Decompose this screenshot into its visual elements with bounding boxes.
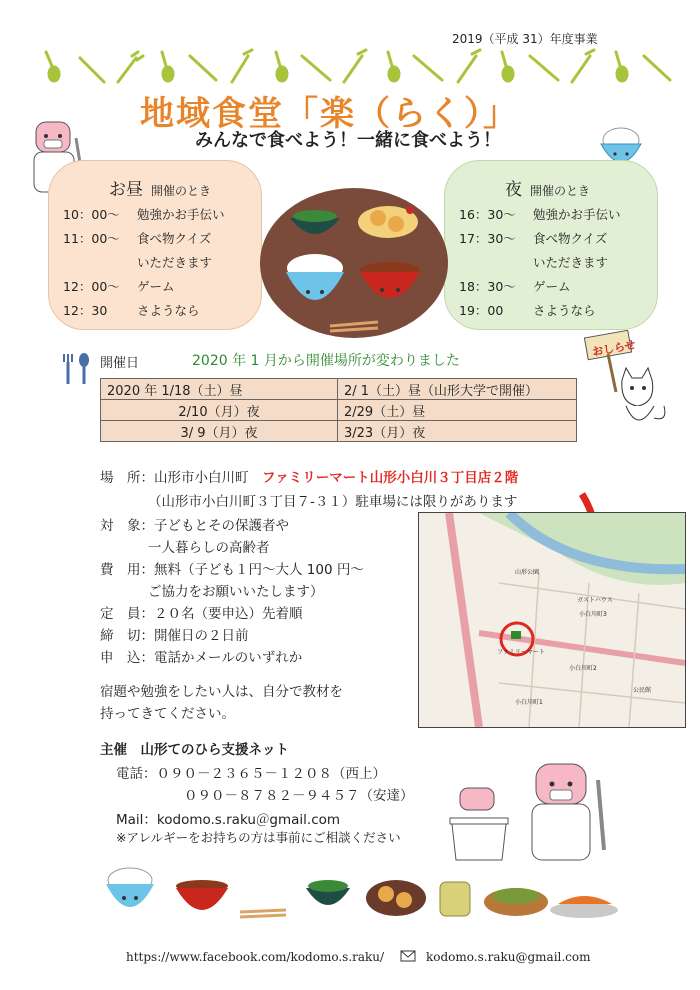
table-cell: 2/ 1（土）昼（山形大学で開催）: [338, 379, 577, 400]
grilled-fish-icon: [550, 896, 618, 918]
fork-icon: [572, 50, 594, 82]
fork-icon: [344, 50, 366, 82]
miso-soup-icon: [176, 880, 228, 910]
table-cell: 3/ 9（月）夜: [101, 421, 338, 442]
table-row: [101, 379, 577, 400]
envelope-icon: [400, 950, 416, 962]
year-label: 2019（平成 31）年度事業: [452, 32, 598, 46]
pig-chef-mascot: [514, 760, 610, 870]
table-cell: 2/29（土）昼: [338, 400, 577, 421]
spinach-bowl-icon: [306, 880, 350, 905]
location-map: [418, 512, 686, 728]
spoon-icon: [276, 52, 287, 81]
deadline-line: 締 切：開催日の２日前: [100, 628, 249, 644]
karaage-dish-icon: [366, 880, 426, 916]
organizer-label: 主催 山形てのひら支援ネット: [100, 742, 289, 758]
address-line: （山形市小白川町３丁目７-３１）駐車場には限りがあります: [148, 494, 518, 510]
map-drawing: [419, 513, 685, 727]
map-label: 小白川町1: [515, 699, 543, 706]
noon-row: いただきます: [137, 255, 213, 270]
map-label: 公民館: [633, 687, 652, 694]
table-cell: 3/23（月）夜: [338, 421, 577, 442]
night-row: 19：00 さようなら: [459, 303, 596, 318]
night-schedule-panel: [444, 160, 658, 330]
fork-icon: [80, 58, 104, 82]
tea-cup-icon: [440, 882, 470, 916]
food-plate-illustration: [260, 188, 448, 338]
facebook-link[interactable]: https://www.facebook.com/kodomo.s.raku/: [126, 950, 385, 964]
phone-line-2: ０９０－８７８２－９４５７（安達）: [184, 788, 414, 804]
noon-row: 12：30 さようなら: [63, 303, 200, 318]
night-row: いただきます: [533, 255, 609, 270]
map-label: 小白川町2: [569, 665, 597, 672]
spoon-icon: [162, 52, 173, 81]
schedule-label: 開催日: [100, 356, 140, 371]
fork-icon: [530, 56, 558, 80]
fee-line: 費 用：無料（子ども１円～大人 100 円～: [100, 562, 364, 578]
target-line: 対 象：子どもとその保護者や: [100, 518, 289, 534]
noon-row: 10：00～ 勉強かお手伝い: [63, 207, 225, 222]
store-marker-icon: [511, 631, 521, 639]
target-line-2: 一人暮らしの高齢者: [148, 540, 270, 556]
schedule-notice: 2020 年 1 月から開催場所が変わりました: [192, 353, 460, 369]
table-cell: 2020 年 1/18（土）昼: [101, 379, 338, 400]
fork-icon: [302, 56, 330, 80]
utensil-garland: [40, 48, 690, 90]
spoon-icon: [502, 52, 513, 81]
fork-icon: [232, 50, 252, 82]
karaage-dish-icon: [358, 206, 418, 238]
night-row: 18：30～ ゲーム: [459, 279, 571, 294]
fork-icon: [414, 56, 442, 80]
map-label: 小白川町3: [579, 611, 607, 618]
homework-note-2: 持ってきてください。: [100, 706, 235, 722]
email-link[interactable]: kodomo.s.raku@gmail.com: [426, 950, 591, 964]
homework-note: 宿題や勉強をしたい人は、自分で教材を: [100, 684, 343, 700]
store-name: ファミリーマート山形小白川３丁目店２階: [262, 470, 519, 486]
cooking-pot-icon: [446, 784, 512, 864]
noon-row: 11：00～ 食べ物クイズ: [63, 231, 212, 246]
noon-panel-title: お昼 開催のとき: [109, 180, 212, 200]
capacity-line: 定 員：２０名（要申込）先着順: [100, 606, 303, 622]
noon-row: 12：00～ ゲーム: [63, 279, 175, 294]
fork-icon: [644, 56, 670, 80]
rice-bowl-icon: [106, 868, 154, 907]
map-label: 山形公園: [515, 569, 540, 576]
table-cell: 2/10（月）夜: [101, 400, 338, 421]
signboard-text: おしらせ: [591, 338, 637, 359]
map-label: ガストハウス: [577, 597, 613, 604]
spoon-icon: [388, 52, 399, 81]
fork-spoon-icon: [58, 352, 94, 386]
night-row: 17：30～ 食べ物クイズ: [459, 231, 608, 246]
fork-icon: [458, 50, 480, 82]
nimono-dish-icon: [484, 888, 548, 916]
page-subtitle: みんなで食べよう！一緒に食べよう！: [195, 130, 501, 151]
fork-icon: [190, 56, 216, 80]
chopsticks-icon: [240, 910, 286, 917]
fee-line-2: ご協力をお願いいたします）: [148, 584, 324, 600]
night-row: 16：30～ 勉強かお手伝い: [459, 207, 621, 222]
table-row: [101, 421, 577, 442]
noon-schedule-panel: [48, 160, 262, 330]
mail-line: Mail：kodomo.s.raku＠gmail.com: [116, 812, 341, 828]
allergy-note: ※アレルギーをお持ちの方は事前にご相談ください: [116, 830, 401, 845]
spoon-icon: [46, 52, 59, 81]
phone-line: 電話：０９０－２３６５－１２０８（西上）: [116, 766, 386, 782]
fork-icon: [118, 52, 143, 82]
place-line: 場 所：山形市小白川町 ファミリーマート山形小白川３丁目店２階: [100, 470, 519, 486]
page-title: 地域食堂「楽（らく）」: [140, 94, 519, 134]
schedule-table: [100, 378, 577, 442]
night-panel-title: 夜 開催のとき: [505, 180, 591, 200]
spoon-icon: [616, 52, 627, 81]
map-label: ファミリーマート: [497, 649, 545, 656]
table-row: [101, 400, 577, 421]
food-row-illustration: [100, 864, 620, 926]
apply-line: 申 込：電話かメールのいずれか: [100, 650, 303, 666]
